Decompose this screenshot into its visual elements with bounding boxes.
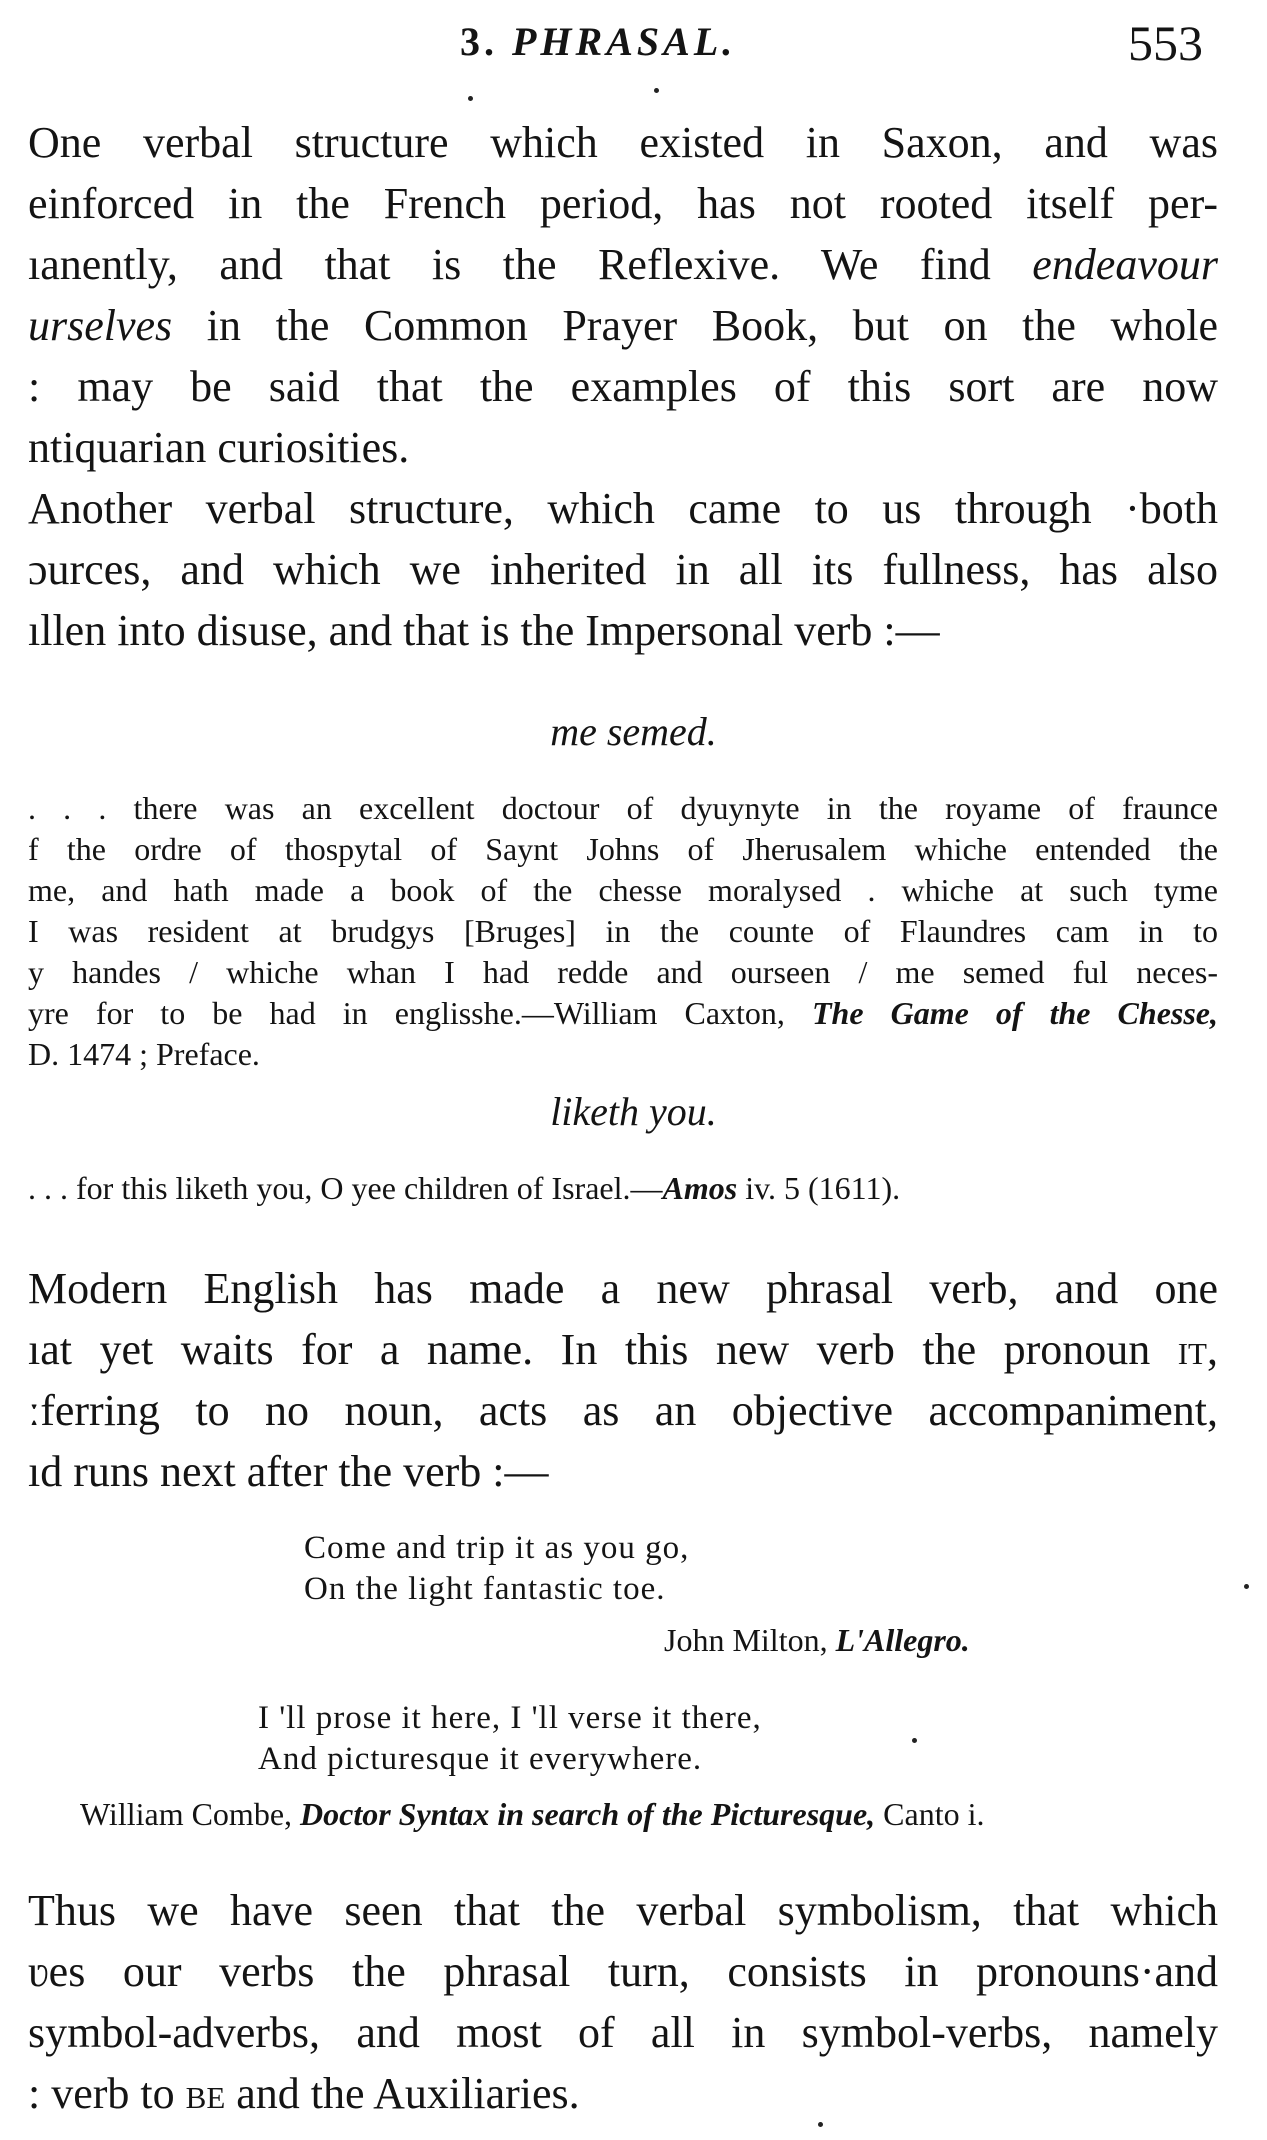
print-speck xyxy=(912,1738,917,1743)
text-fragment: in the Common Prayer Book, but on the whole xyxy=(172,301,1218,350)
text-fragment: iv. 5 (1611). xyxy=(737,1170,901,1206)
work-title: L'Allegro. xyxy=(835,1622,970,1658)
verse-line: I 'll prose it here, I 'll verse it there, xyxy=(258,1700,762,1736)
text-line: ːferring to no noun, acts as an objective accompaniment, xyxy=(28,1386,1218,1435)
text-line: Modern English has made a new phrasal verb, and one xyxy=(28,1264,1218,1313)
verse-line: On the light fantastic toe. xyxy=(304,1571,666,1607)
text-fragment: Canto i. xyxy=(875,1796,985,1832)
quotation-caxton xyxy=(28,788,1218,1075)
text-fragment: ıanently, and that is the Reflexive. We find xyxy=(28,240,1033,289)
example-heading: me semed. xyxy=(550,709,717,754)
quote-line xyxy=(28,1168,1218,1209)
text-fragment: : verb to xyxy=(28,2069,186,2118)
text-line: einforced in the French period, has not rooted itself per- xyxy=(28,179,1218,228)
author-name: William Combe, xyxy=(80,1796,301,1832)
text-line: One verbal structure which existed in Saxon, and was xyxy=(28,118,1218,167)
text-line: Another verbal structure, which came to us through ·both xyxy=(28,484,1218,533)
text-fragment: . . . for this liketh you, O yee children of Israel.— xyxy=(28,1170,663,1206)
author-name: John Milton, xyxy=(664,1622,836,1658)
page-number: 553 xyxy=(1128,15,1203,71)
text-line xyxy=(28,234,1218,295)
text-line xyxy=(28,1319,1218,1380)
verse-combe xyxy=(258,1698,762,1780)
attribution-combe xyxy=(80,1796,984,1833)
text-line xyxy=(28,2063,1218,2124)
text-line: ɔurces, and which we inherited in all its fullness, has also xyxy=(28,545,1218,594)
quote-line: me, and hath made a book of the chesse moralysed . whiche at such tyme xyxy=(28,872,1218,908)
small-caps-term: be xyxy=(185,2069,226,2118)
paragraph-impersonal xyxy=(28,478,1218,661)
quote-line: f the ordre of thospytal of Saynt Johns of Jherusalem whiche entended the xyxy=(28,831,1218,867)
print-speck xyxy=(818,2122,823,2127)
work-title: Doctor Syntax in search of the Picturesque, xyxy=(300,1796,876,1832)
book-title: The Game of the Chesse, xyxy=(812,995,1219,1031)
chapter-number: 3. xyxy=(460,19,498,64)
text-fragment: ıat yet waits for a name. In this new verb the pronoun xyxy=(28,1325,1178,1374)
book-title: Amos xyxy=(662,1170,738,1206)
quote-line: D. 1474 ; Preface. xyxy=(28,1036,260,1072)
quote-line: I was resident at brudgys [Bruges] in the counte of Flaundres cam in to xyxy=(28,913,1218,949)
small-caps-term: it, xyxy=(1177,1325,1218,1374)
text-line: ntiquarian curiosities. xyxy=(28,423,410,472)
running-head xyxy=(460,18,736,65)
quote-line: . . . there was an excellent doctour of dyuynyte in the royame of fraunce xyxy=(28,790,1218,826)
quote-line: y handes / whiche whan I had redde and ourseen / me semed ful neces- xyxy=(28,954,1218,990)
text-line: ıd runs next after the verb :— xyxy=(28,1447,549,1496)
print-speck xyxy=(654,88,659,93)
print-speck xyxy=(468,96,473,101)
chapter-title: PHRASAL. xyxy=(512,19,737,64)
italic-term: endeavour xyxy=(1032,240,1218,289)
text-line xyxy=(28,295,1218,356)
text-line: : may be said that the examples of this sort are now xyxy=(28,362,1218,411)
paragraph-modern-english xyxy=(28,1258,1218,1502)
page-header xyxy=(0,15,1267,78)
italic-term: urselves xyxy=(28,301,173,350)
quote-line xyxy=(28,993,1218,1034)
text-line: symbol-adverbs, and most of all in symbol-verbs, namely xyxy=(28,2008,1218,2057)
text-line: Thus we have seen that the verbal symbolism, that which xyxy=(28,1886,1218,1935)
verse-milton xyxy=(304,1528,689,1610)
example-heading: liketh you. xyxy=(550,1089,717,1134)
print-speck xyxy=(1244,1584,1249,1589)
text-fragment: yre for to be had in englisshe.—William Caxton, xyxy=(28,995,812,1031)
text-fragment: and the Auxiliaries. xyxy=(225,2069,580,2118)
paragraph-reflexive xyxy=(28,112,1218,478)
text-line: ıllen into disuse, and that is the Impersonal verb :— xyxy=(28,606,940,655)
quotation-amos xyxy=(28,1168,1218,1209)
verse-line: Come and trip it as you go, xyxy=(304,1530,690,1566)
paragraph-conclusion xyxy=(28,1880,1218,2124)
verse-line: And picturesque it everywhere. xyxy=(258,1741,703,1777)
attribution-milton xyxy=(664,1622,970,1659)
text-line: ʋes our verbs the phrasal turn, consists in pronouns·and xyxy=(28,1947,1218,1996)
